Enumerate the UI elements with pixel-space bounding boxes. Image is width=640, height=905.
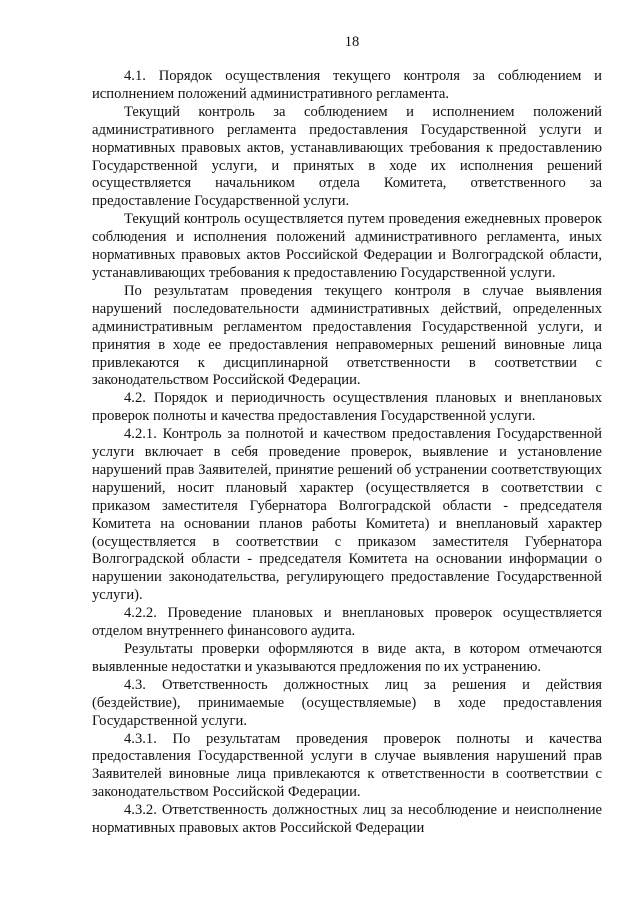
paragraph: 4.3. Ответственность должностных лиц за решения и действия (бездействие), принимаемые (осуществляемые) в ходе предоставления Государственной услуги. <box>92 676 602 729</box>
paragraph: 4.3.2. Ответственность должностных лиц за несоблюдение и неисполнение нормативных правовых актов Российской Федерации <box>92 802 602 837</box>
paragraph: 4.3.1. По результатам проведения проверок полноты и качества предоставления Государственной услуги в случае выявления нарушений прав Заявителей виновные лица привлекаются к ответственности в соответствии с законодательством Российской Федерации. <box>92 730 602 801</box>
paragraph: По результатам проведения текущего контроля в случае выявления нарушений последовательности административных действий, определенных административным регламентом предоставления Государственной услуги, и принятия в ходе ее предоставления неправомерных решений виновные лица привлекаются к дисциплинарной ответственности в соответствии с законодательством Российской Федерации. <box>92 282 602 389</box>
paragraph: Текущий контроль осуществляется путем проведения ежедневных проверок соблюдения и исполнения положений административного регламента, иных нормативных правовых актов Российской Федерации и Волгоградской области, устанавливающих требования к предоставлению Государственной услуги. <box>92 211 602 281</box>
paragraph: 4.2. Порядок и периодичность осуществления плановых и внеплановых проверок полноты и качества предоставления Государственной услуги. <box>92 390 602 425</box>
page-number: 18 <box>344 34 360 50</box>
paragraph: Результаты проверки оформляются в виде акта, в котором отмечаются выявленные недостатки и указываются предложения по их устранению. <box>92 641 602 675</box>
paragraph: Текущий контроль за соблюдением и исполнением положений административного регламента предоставления Государственной услуги и нормативных правовых актов, устанавливающих требования к предоставлению Государственной услуги, и принятых в ходе их исполнения решений осуществляется начальником отдела Комитета, ответственного за предоставление Государственной услуги. <box>92 103 602 210</box>
paragraph: 4.1. Порядок осуществления текущего контроля за соблюдением и исполнением положений административного регламента. <box>92 68 602 102</box>
paragraph: 4.2.2. Проведение плановых и внеплановых проверок осуществляется отделом внутреннего финансового аудита. <box>92 605 602 640</box>
paragraph: 4.2.1. Контроль за полнотой и качеством предоставления Государственной услуги включает в себя проведение проверок, выявление и установление нарушений прав Заявителей, принятие решений об устранении соответствующих нарушений, носит плановый характер (осуществляется в соответствии с приказом заместителя Губернатора Волгоградской области - председателя Комитета на основании планов работы Комитета) и внеплановый характер (осуществляется в соответствии с приказом заместителя Губернатора Волгоградской области - председателя Комитета на основании информации о нарушении законодательства, регулирующего предоставление Государственной услуги). <box>92 426 602 604</box>
